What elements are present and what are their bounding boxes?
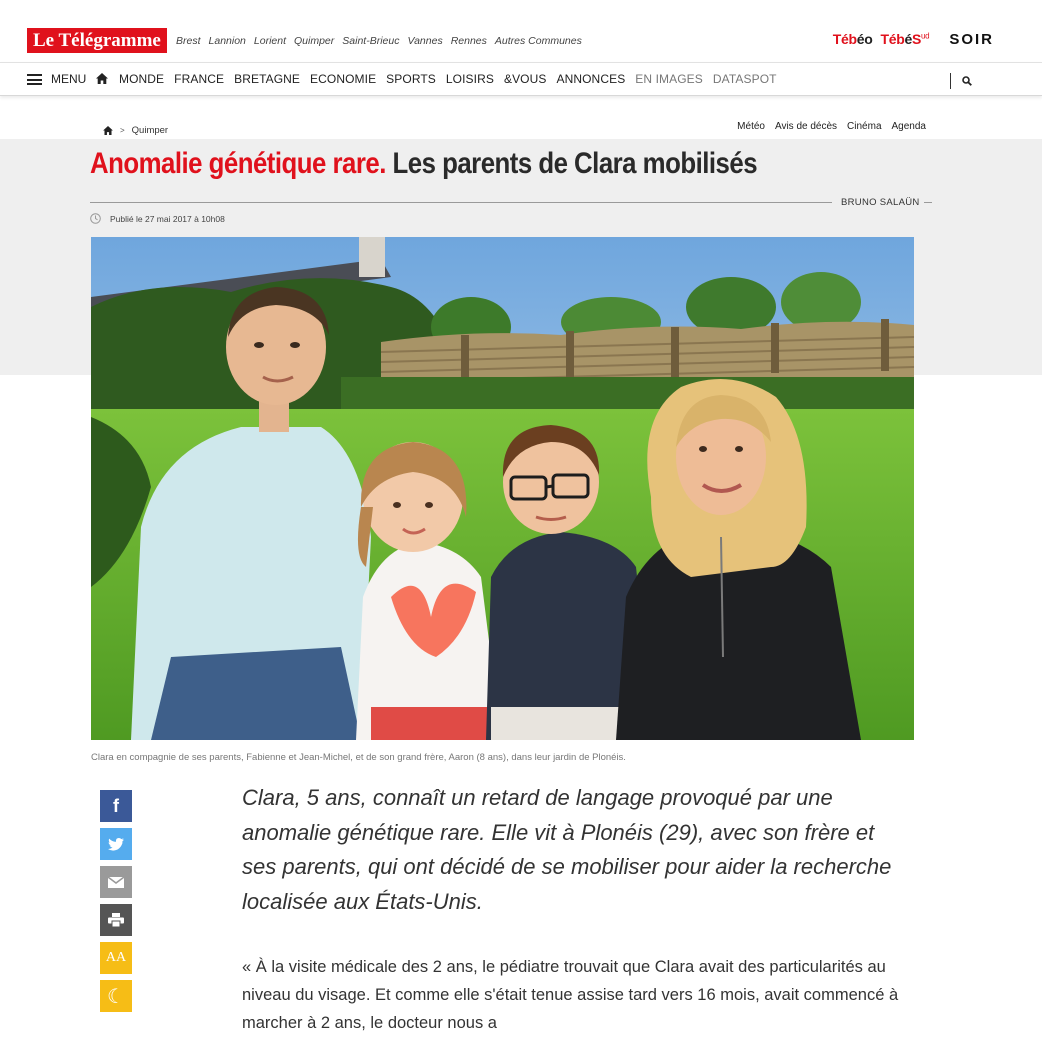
nav-divider — [950, 73, 951, 89]
util-link-avis-deces[interactable]: Avis de décès — [774, 121, 838, 132]
nav-item-bretagne[interactable]: BRETAGNE — [234, 72, 301, 86]
city-link[interactable]: Autres Communes — [494, 35, 582, 47]
nav-items — [119, 72, 777, 86]
city-link[interactable]: Saint-Brieuc — [342, 35, 400, 47]
city-link[interactable]: Rennes — [450, 35, 487, 47]
partner-brands — [833, 31, 994, 48]
city-link[interactable]: Lannion — [208, 35, 246, 47]
util-link-cinema[interactable]: Cinéma — [847, 121, 882, 132]
twitter-share-button[interactable] — [100, 828, 132, 860]
nav-item-dataspot[interactable]: DATASPOT — [712, 72, 777, 86]
byline-rule — [90, 202, 832, 203]
utility-links — [737, 121, 926, 132]
article-title — [90, 147, 757, 181]
title-main: Les parents de Clara mobilisés — [385, 147, 758, 180]
hamburger-icon[interactable] — [27, 74, 42, 85]
site-logo[interactable]: Le Télégramme — [27, 28, 167, 53]
font-size-icon: AA — [105, 950, 127, 965]
home-icon[interactable] — [103, 126, 113, 135]
email-share-button[interactable] — [100, 866, 132, 898]
publish-date-text: Publié le 27 mai 2017 à 10h08 — [110, 213, 225, 224]
facebook-icon: f — [113, 795, 119, 816]
article-body: « À la visite médicale des 2 ans, le pédiatre trouvait que Clara avait des particularités au niveau du visage. Et comme elle s'était tenue assise tard vers 16 mois, avait commencé à marcher à 2 ans, le docteur nous a — [242, 958, 899, 1032]
nav-item-en-images[interactable]: EN IMAGES — [635, 72, 703, 86]
main-nav — [0, 62, 1042, 96]
family-photo-illustration — [91, 237, 914, 740]
nav-item-sports[interactable]: SPORTS — [386, 72, 436, 86]
nav-item-economie[interactable]: ECONOMIE — [310, 72, 377, 86]
soir-link[interactable]: SOIR — [949, 31, 994, 48]
tebesud-logo-part: é — [904, 31, 912, 47]
facebook-share-button[interactable] — [100, 790, 132, 822]
tebesud-logo-part: ud — [921, 31, 930, 41]
tebesud-logo-part: Téb — [880, 31, 905, 47]
city-link[interactable]: Lorient — [253, 35, 286, 47]
font-size-button[interactable] — [100, 942, 132, 974]
tebeo-logo-part: éo — [856, 31, 873, 47]
util-link-agenda[interactable]: Agenda — [891, 121, 926, 132]
tebesud-logo-part: S — [911, 31, 921, 47]
clock-icon — [90, 213, 101, 224]
top-bar — [0, 0, 1042, 62]
title-kicker: Anomalie génétique rare. — [90, 147, 386, 180]
article-lede: Clara, 5 ans, connaît un retard de langage provoqué par une anomalie génétique rare. Elle vit à Plonéis (29), avec son frère et ses parents, qui ont décidé de se mobiliser pour aider la recherche localisée aux États-Unis. — [242, 785, 892, 914]
search-icon[interactable] — [962, 76, 972, 86]
envelope-icon — [108, 877, 124, 888]
tebeo-logo[interactable] — [833, 31, 873, 47]
author-name: BRUNO SALAÜN — [841, 197, 920, 208]
nav-item-loisirs[interactable]: LOISIRS — [445, 72, 494, 86]
tebesud-logo[interactable] — [880, 31, 929, 47]
city-links — [176, 35, 582, 47]
night-mode-button[interactable] — [100, 980, 132, 1012]
print-button[interactable] — [100, 904, 132, 936]
util-link-meteo[interactable]: Météo — [737, 121, 765, 132]
home-icon[interactable] — [96, 73, 108, 84]
twitter-icon — [108, 838, 124, 851]
share-toolbar — [100, 790, 132, 1012]
printer-icon — [108, 913, 124, 927]
nav-item-monde[interactable]: MONDE — [119, 72, 165, 86]
nav-item-france[interactable]: FRANCE — [174, 72, 225, 86]
nav-item-annonces[interactable]: ANNONCES — [556, 72, 626, 86]
menu-button[interactable]: MENU — [51, 72, 87, 86]
article-photo[interactable] — [91, 237, 914, 740]
publish-date — [90, 213, 225, 224]
moon-icon: ☾ — [107, 985, 125, 1008]
breadcrumb-current[interactable]: Quimper — [131, 125, 169, 136]
nav-item-vous[interactable]: &VOUS — [503, 72, 547, 86]
breadcrumb-separator: > — [120, 126, 125, 135]
photo-caption: Clara en compagnie de ses parents, Fabienne et Jean-Michel, et de son grand frère, Aaron (8 ans), dans leur jardin de Plonéis. — [91, 752, 626, 763]
city-link[interactable]: Brest — [176, 35, 201, 47]
byline-rule-end — [924, 202, 932, 203]
city-link[interactable]: Vannes — [407, 35, 443, 47]
tebeo-logo-part: Téb — [832, 31, 857, 47]
city-link[interactable]: Quimper — [294, 35, 335, 47]
breadcrumb — [103, 125, 168, 136]
